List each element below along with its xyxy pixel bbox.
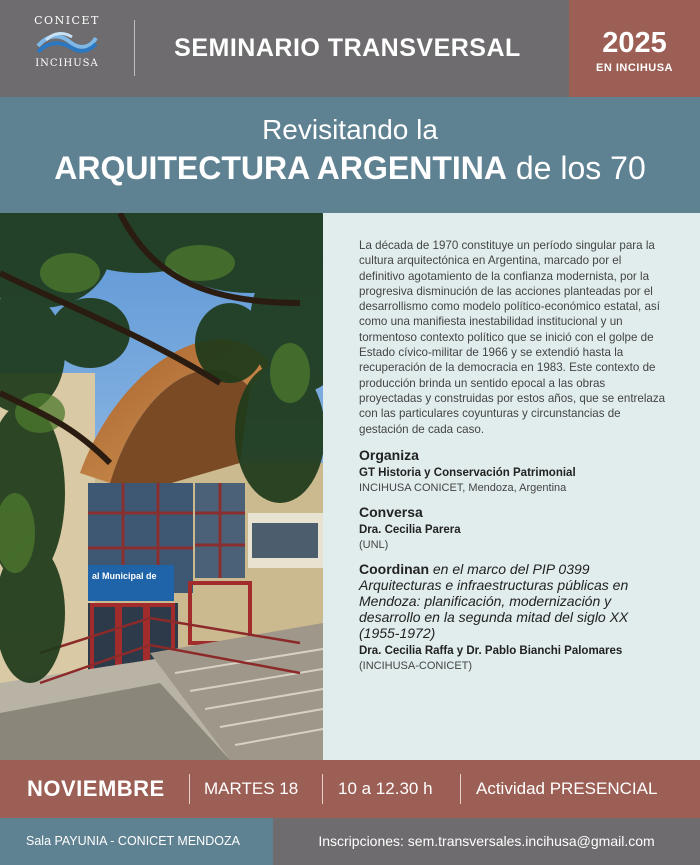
organiza-heading: Organiza [359, 446, 419, 463]
schedule-separator [460, 774, 461, 804]
footer-bar [0, 818, 700, 865]
coordinan-text: en el marco del PIP 0399 Arquitecturas e infraestructuras públicas en Mendoza: planificación, modernización y desarrollo en la segunda mitad del siglo XX (1955-1972) [359, 560, 629, 641]
logo-wave-icon [36, 30, 98, 56]
coordinan-detail: (INCIHUSA-CONICET) [359, 659, 473, 672]
event-title-rest: de los 70 [515, 150, 646, 186]
info-panel [323, 213, 700, 760]
event-title-band [0, 97, 700, 213]
description-text: La década de 1970 constituye un período singular para la cultura arquitectónica en Argentina, marcado por el definitivo agotamiento de la confianza modernista, por la progresiva disminución de las acciones planteadas por el desarrollismo como modelo político-económico estatal, así como una manifiesta inestabilidad institucional y un tormentoso contexto político que se inició con el golpe de Estado cívico-militar de 1966 y se extendió hasta la recuperación de la democracia en 1983. Este contexto de producción brinda un sentido epocal a las obras proyectadas y construidas por estos años, que se entrelaza con las particulares coyunturas y circunstancias de gestación de cada caso. [359, 239, 666, 436]
event-title-line2 [0, 150, 700, 187]
logo-inst-text: INCIHUSA [35, 58, 99, 69]
seminar-title: SEMINARIO TRANSVERSAL [174, 34, 521, 62]
building-illustration [0, 213, 323, 760]
conversa-name: Dra. Cecilia Parera [359, 523, 461, 536]
venue-label: Sala PAYUNIA - CONICET MENDOZA [0, 818, 273, 865]
schedule-separator [189, 774, 190, 804]
coordinan-heading: Coordinan [359, 560, 429, 577]
schedule-mode: Actividad PRESENCIAL [476, 779, 658, 798]
schedule-time: 10 a 12.30 h [338, 779, 433, 798]
coordinan-block [359, 561, 670, 641]
conversa-detail: (UNL) [359, 538, 389, 551]
conversa-heading: Conversa [359, 503, 423, 520]
registration-email[interactable]: Inscripciones: sem.transversales.incihusa@gmail.com [318, 833, 655, 849]
header-divider [134, 20, 135, 76]
year-badge [569, 0, 700, 97]
building-photo [0, 213, 323, 760]
schedule-separator [322, 774, 323, 804]
year-subtitle: EN INCIHUSA [595, 62, 673, 74]
event-title-line1: Revisitando la [262, 114, 438, 145]
coordinan-names: Dra. Cecilia Raffa y Dr. Pablo Bianchi Palomares [359, 644, 623, 657]
organiza-detail: INCIHUSA CONICET, Mendoza, Argentina [359, 481, 567, 494]
header-bar [0, 0, 700, 97]
photo-sign-text: al Municipal de [92, 571, 157, 581]
schedule-band [0, 760, 700, 818]
conicet-logo [22, 14, 112, 80]
schedule-month: NOVIEMBRE [27, 776, 165, 801]
logo-org-text: CONICET [34, 14, 100, 27]
organiza-name: GT Historia y Conservación Patrimonial [359, 466, 576, 479]
year-text: 2025 [602, 27, 667, 59]
event-title-bold: ARQUITECTURA ARGENTINA [54, 150, 507, 186]
schedule-day: MARTES 18 [204, 779, 299, 798]
